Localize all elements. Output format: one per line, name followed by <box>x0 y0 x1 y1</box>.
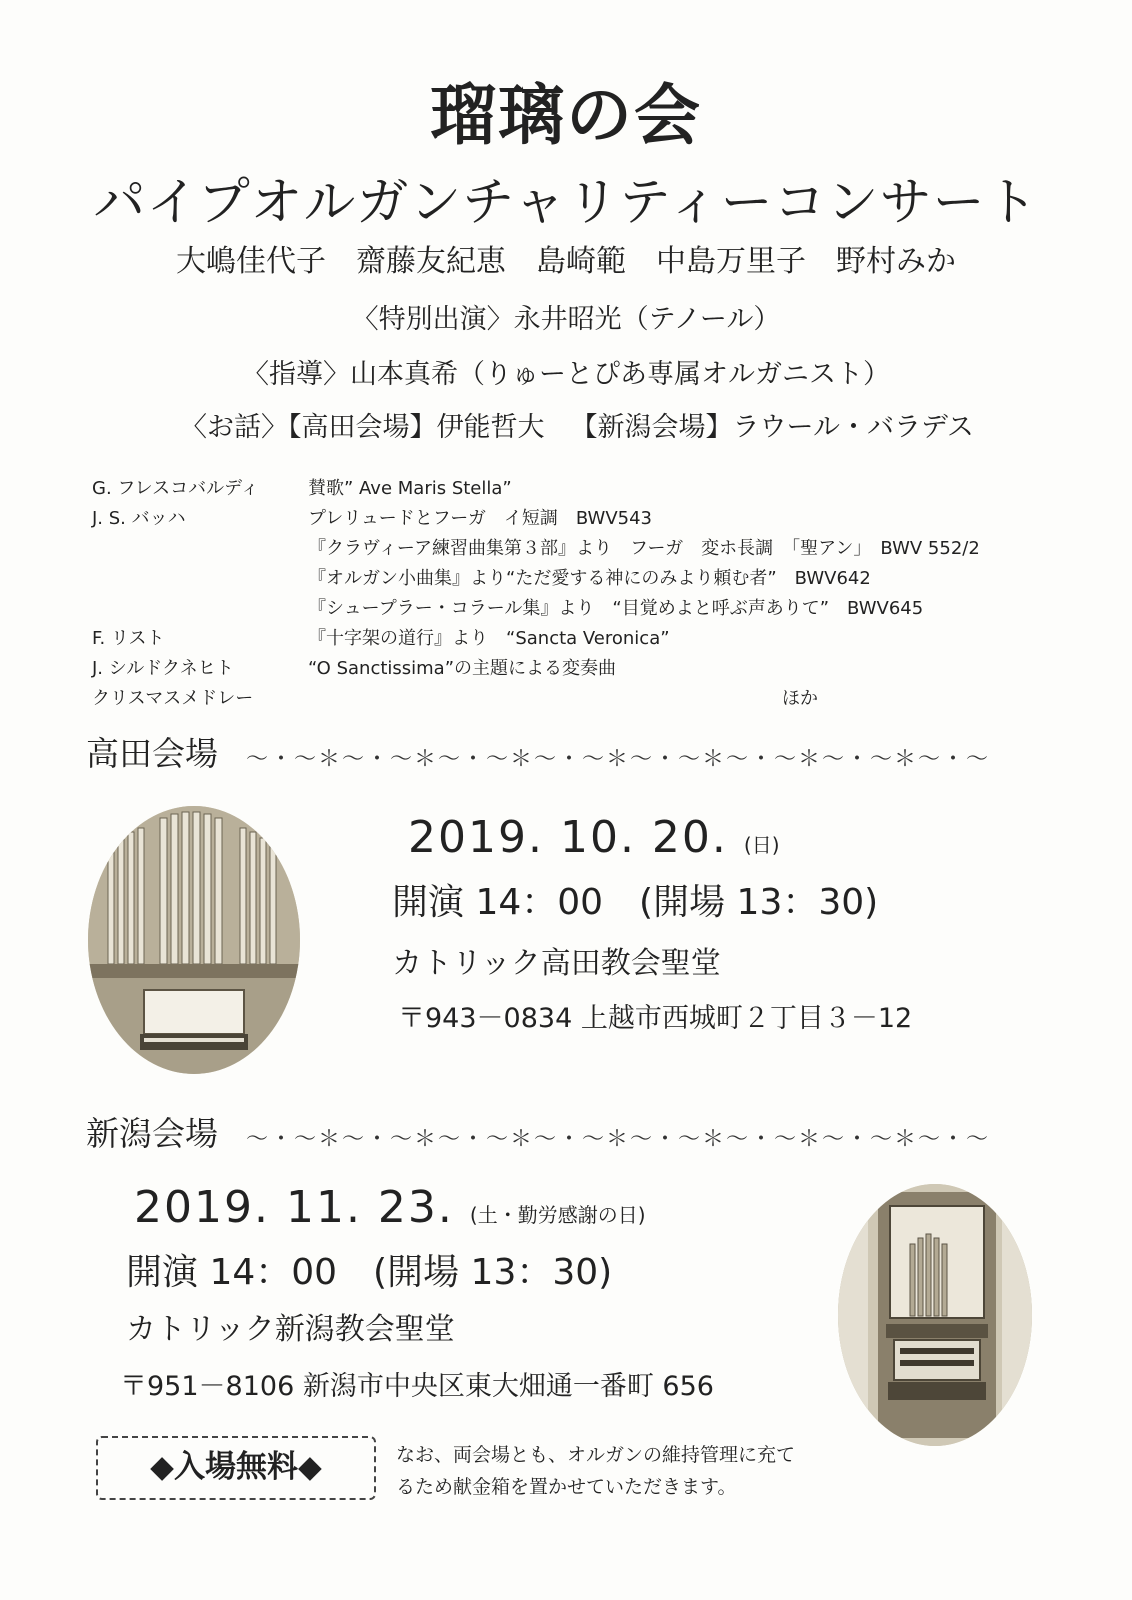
takada-place: カトリック高田教会聖堂 <box>392 946 721 981</box>
concert-subtitle: パイプオルガンチャリティーコンサート <box>93 173 1039 233</box>
program-composer: G. フレスコバルディ <box>92 478 259 499</box>
program-work: 『シュープラー・コラール集』より “目覚めよと呼ぶ声ありて” BWV645 <box>308 598 924 619</box>
talk-label: 〈お話〉 <box>180 412 289 443</box>
takada-divider: ～・～＊～・～＊～・～＊～・～＊～・～＊～・～＊～・～＊～・～ <box>246 747 991 772</box>
performers-list: 大嶋佳代子 齋藤友紀恵 島崎範 中島万里子 野村みか <box>176 244 956 279</box>
program-extra: ほか <box>782 688 818 709</box>
niigata-date <box>134 1182 646 1233</box>
program-composer: J. シルドクネヒト <box>92 658 234 679</box>
free-admission-badge: ◆入場無料◆ <box>96 1436 376 1500</box>
talk-niigata: 【新潟会場】ラウール・バラデス <box>570 412 974 443</box>
takada-heading: 高田会場 <box>86 734 218 773</box>
niigata-day: (土・勤労感謝の日) <box>469 1203 646 1227</box>
program-work: 『クラヴィーア練習曲集第３部』より フーガ 変ホ長調 「聖アン」 BWV 552/2 <box>308 538 980 559</box>
niigata-place: カトリック新潟教会聖堂 <box>126 1312 455 1347</box>
takada-time: 開演 14：00 (開場 13：30) <box>392 882 879 923</box>
instructor: 〈指導〉山本真希（りゅーとぴあ専属オルガニスト） <box>242 359 890 390</box>
takada-day: (日) <box>743 833 780 857</box>
niigata-time: 開演 14：00 (開場 13：30) <box>126 1252 613 1293</box>
niigata-organ-photo <box>838 1184 1032 1446</box>
niigata-divider: ～・～＊～・～＊～・～＊～・～＊～・～＊～・～＊～・～＊～・～ <box>246 1127 991 1152</box>
takada-date <box>408 812 780 863</box>
program-work: 『オルガン小曲集』より“ただ愛する神にのみより頼む者” BWV642 <box>308 568 871 589</box>
concert-title: 瑠璃の会 <box>430 77 702 154</box>
takada-address: 〒943－0834 上越市西城町２丁目３－12 <box>398 1003 913 1034</box>
program-composer: F. リスト <box>92 628 165 649</box>
takada-organ-photo <box>88 806 300 1074</box>
program-composer: J. S. バッハ <box>92 508 186 529</box>
niigata-address: 〒951－8106 新潟市中央区東大畑通一番町 656 <box>120 1371 714 1402</box>
niigata-heading: 新潟会場 <box>86 1114 218 1153</box>
talk-credits <box>60 405 1120 444</box>
takada-date-value: 2019. 10. 20. <box>408 812 728 863</box>
program-work: “O Sanctissima”の主題による変奏曲 <box>308 658 617 679</box>
program-work: 賛歌” Ave Maris Stella” <box>308 478 512 499</box>
talk-takada: 【高田会場】伊能哲大 <box>288 412 545 443</box>
donation-note-line2: るため献金箱を置かせていただきます。 <box>396 1476 737 1498</box>
special-guest: 〈特別出演〉永井昭光（テノール） <box>351 304 781 335</box>
program-work: 『十字架の道行』より “Sancta Veronica” <box>308 628 670 649</box>
program-composer: クリスマスメドレー <box>92 688 254 709</box>
donation-note-line1: なお、両会場とも、オルガンの維持管理に充て <box>396 1444 796 1466</box>
niigata-date-value: 2019. 11. 23. <box>134 1182 454 1233</box>
program-work: プレリュードとフーガ イ短調 BWV543 <box>308 508 653 529</box>
